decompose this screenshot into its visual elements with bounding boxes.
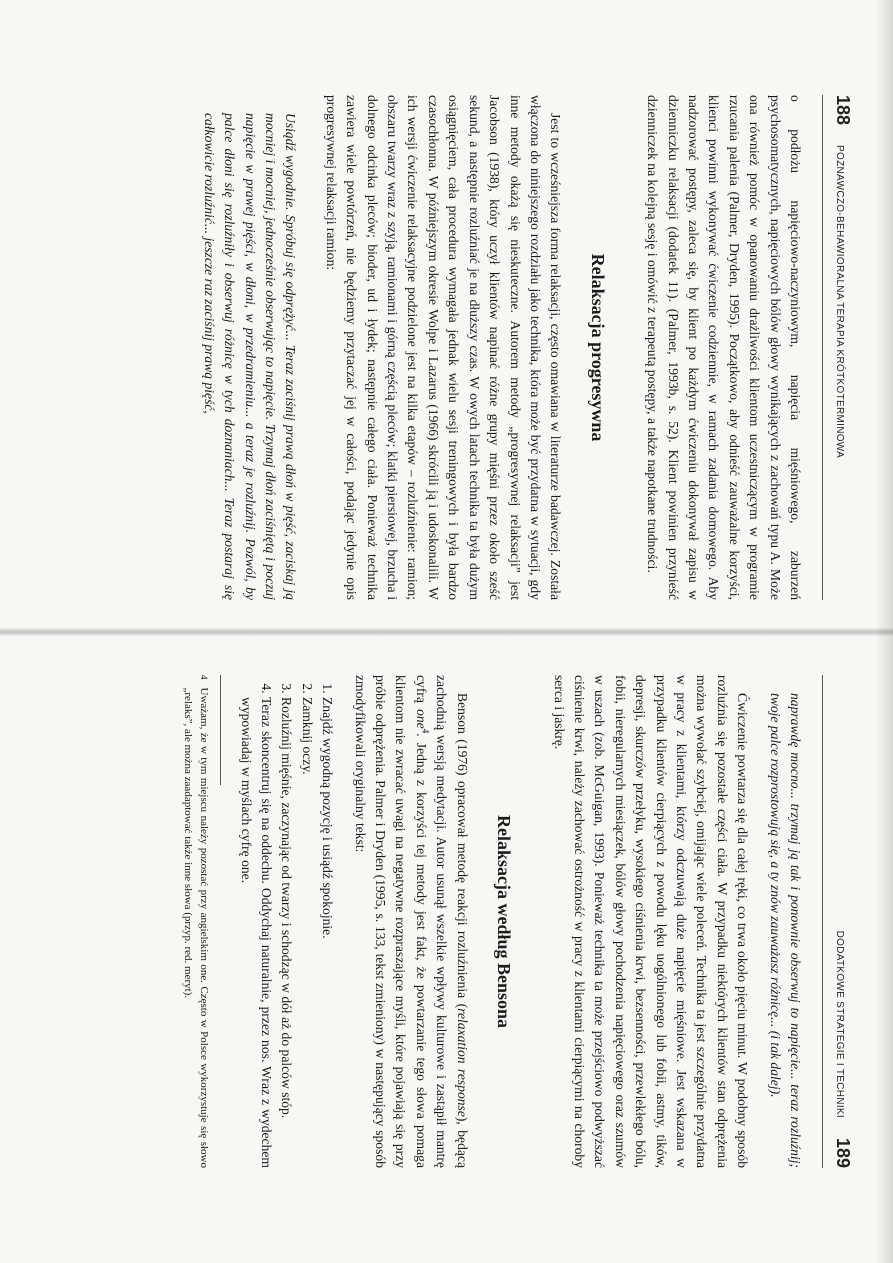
p2-part-b: ), będącą zachodnią wersją medytacji. Autor usunął wszelkie wpływy kulturowe i zastąpił mantrę cyfrą [413, 675, 470, 1168]
list-item: 4. Teraz skoncentruj się na oddechu. Oddychaj naturalnie, przez nos. Wraz z wydechem wypowiadaj w myślach cyfrę one. [235, 697, 276, 1168]
benson-steps-list [235, 675, 337, 1168]
left-intro-paragraph: o podłożu napięciowo-naczyniowym, napięcia mięśniowego, zaburzeń psychosomatycznych, napięciowych bólów głowy wynikających z zachowań typu A. Może ona również pomóc w opanowaniu drażliwości klientom uczestniczącym w programie rzucania palenia (Palmer, Dryden, 1995). Początkowo, aby odnieść zauważalne korzyści, klienci powinni wykonywać ćwiczenie codziennie, w ramach zadania domowego. Aby nadzorować postępy, zaleca się, by klient po każdym ćwiczeniu dokonywał zapisu w dzienniczku relaksacji (dodatek 11). (Palmer, 1993b, s. 52). Klient powinien przynieść dzienniczek na kolejną sesję i omówić z terapeutą postępy, a także napotkane trudności. [645, 95, 803, 600]
book-gutter [0, 628, 893, 636]
right-italic-continuation: naprawdę mocno... trzymaj ją tak i ponownie obserwuj to napięcie... teraz rozluźnij; twoje palce rozprostowują się, a ty znów zauważasz różnicę... (i tak dalej). [767, 693, 803, 1168]
footnote-mark: 4 [199, 675, 210, 680]
footnote [180, 675, 212, 1168]
right-paragraph-1: Ćwiczenie powtarza się dla całej ręki, co trwa około pięciu minut. W podobny sposób rozluźnia się pozostałe części ciała. W przypadku niektórych klientów stan odprężenia można wywołać szybciej, omijając wiele poleceń. Technika ta jest szczególnie przydatna w pracy z klientami, którzy odczuwają duże napięcie mięśniowe. Jest wskazana w przypadku klientów cierpiących z powodu lęku uogólnionego lub fobii, astmy, tików, depresji, skurczów przełyku, wysokiego ciśnienia krwi, bezsenności, przewlekłego bólu, fobii, nieregularnych miesiączek, bólów głowy pochodzenia napięciowego oraz szumów w uszach (zob. McGuigan, 1993). Ponieważ technika ta może przejściowo podwyższać ciśnienie krwi, należy zachować ostrożność w pracy z klientami cierpiącymi na choroby serca i jaskrę. [551, 675, 751, 1168]
p2-one: one [413, 709, 429, 729]
right-column [180, 675, 805, 1168]
footnote-text: Uważam, że w tym miejscu należy pozostać przy angielskim one. Często w Polsce wykorzystuje się słowo „relaks”, ale można zaadaptować także inne słowa (przyp. red. meryt). [182, 687, 211, 1168]
left-section-paragraph: Jest to wcześniejsza forma relaksacji, często omawiana w literaturze badawczej. Została włączona do niniejszego rozdziału jako technika, która może być przydatna w sytuacji, gdy inne metody okażą się nieskuteczne. Autorem metody „progresywnej relaksacji” jest Jacobson (1938), który uczył klientów napinać różne grupy mięśni przez około sześć sekund, a następnie rozluźniać je na dłuższy czas. W owych latach technika ta była dużym osiągnięciem, cała procedura wymagała jednak wielu sesji treningowych i była bardzo czasochłonna. W późniejszym okresie Wolpe i Lazarus (1966) skrócili ją i udoskonalili. W ich wersji ćwiczenie relaksacyjne podzielone jest na kilka etapów – rozluźnienie: ramion; obszaru twarzy wraz z szyją, ramionami i górną częścią pleców; klatki piersiowej, brzucha i dolnego odcinka pleców; bioder, ud i łydek; następnie całego ciała. Ponieważ technika zawiera wiele powtórzeń, nie będziemy przytaczać jej w całości, podając jedynie opis progresywnej relaksacji ramion: [323, 95, 564, 600]
left-page-number: 188 [833, 95, 853, 126]
section-heading-progressive: Relaksacja progresywna [587, 253, 608, 442]
right-paragraph-2 [349, 675, 471, 1168]
list-item: 3. Rozluźnij mięśnie, zaczynając od twarzy i schodząc w dół aż do palców stóp. [276, 697, 296, 1168]
right-page-number: 189 [833, 1137, 853, 1168]
list-item: 2. Zamknij oczy. [296, 697, 316, 1168]
left-page [0, 0, 893, 620]
left-running-head [825, 95, 853, 600]
list-item: 1. Znajdź wygodną pozycję i usiądź spokojnie. [317, 697, 337, 1168]
left-header-rule [822, 95, 823, 600]
p2-italic-term: relaxation response [454, 1008, 470, 1117]
p2-part-a: Benson (1976) opracował metodę reakcji rozluźnienia ( [454, 693, 470, 1009]
right-header-rule [822, 675, 823, 1168]
right-page [0, 645, 893, 1263]
right-running-title: DODATKOWE STRATEGIE I TECHNIKI [834, 930, 845, 1118]
left-column [198, 95, 805, 600]
left-running-title: POZNAWCZO-BEHAWIORALNA TERAPIA KRÓTKOTERMINOWA [834, 145, 845, 459]
right-running-head [825, 675, 853, 1168]
footnote-ref: 4 [420, 728, 431, 734]
footnote-rule [220, 675, 221, 785]
p2-part-c: . Jedną z korzyści tej metody jest fakt, że powtarzanie tego słowa pomaga klientom nie zwracać uwagi na negatywne rozpraszające myśli, które pojawiają się przy próbie odprężenia. Palmer i Dryden (1995, s. 133, tekst zmieniony) w następujący sposób zmodyfikowali oryginalny tekst: [352, 675, 429, 1168]
section-heading-benson: Relaksacja według Bensona [494, 814, 515, 1029]
left-italic-quote: Usiądź wygodnie. Spróbuj się odprężyć... Teraz zaciśnij prawą dłoń w pięść, zaciskaj ją mocniej i mocniej, jednocześnie obserwując to napięcie. Trzymaj dłoń zaciśniętą i poczuj napięcie w prawej pięści, w dłoni, w przedramieniu... a teraz je rozluźnij. Pozwól, by palce dłoni się rozluźniły i obserwuj różnicę w tych doznaniach... Teraz postaraj się całkowicie rozluźnić... jeszcze raz zaciśnij prawą pięść, [201, 113, 299, 600]
